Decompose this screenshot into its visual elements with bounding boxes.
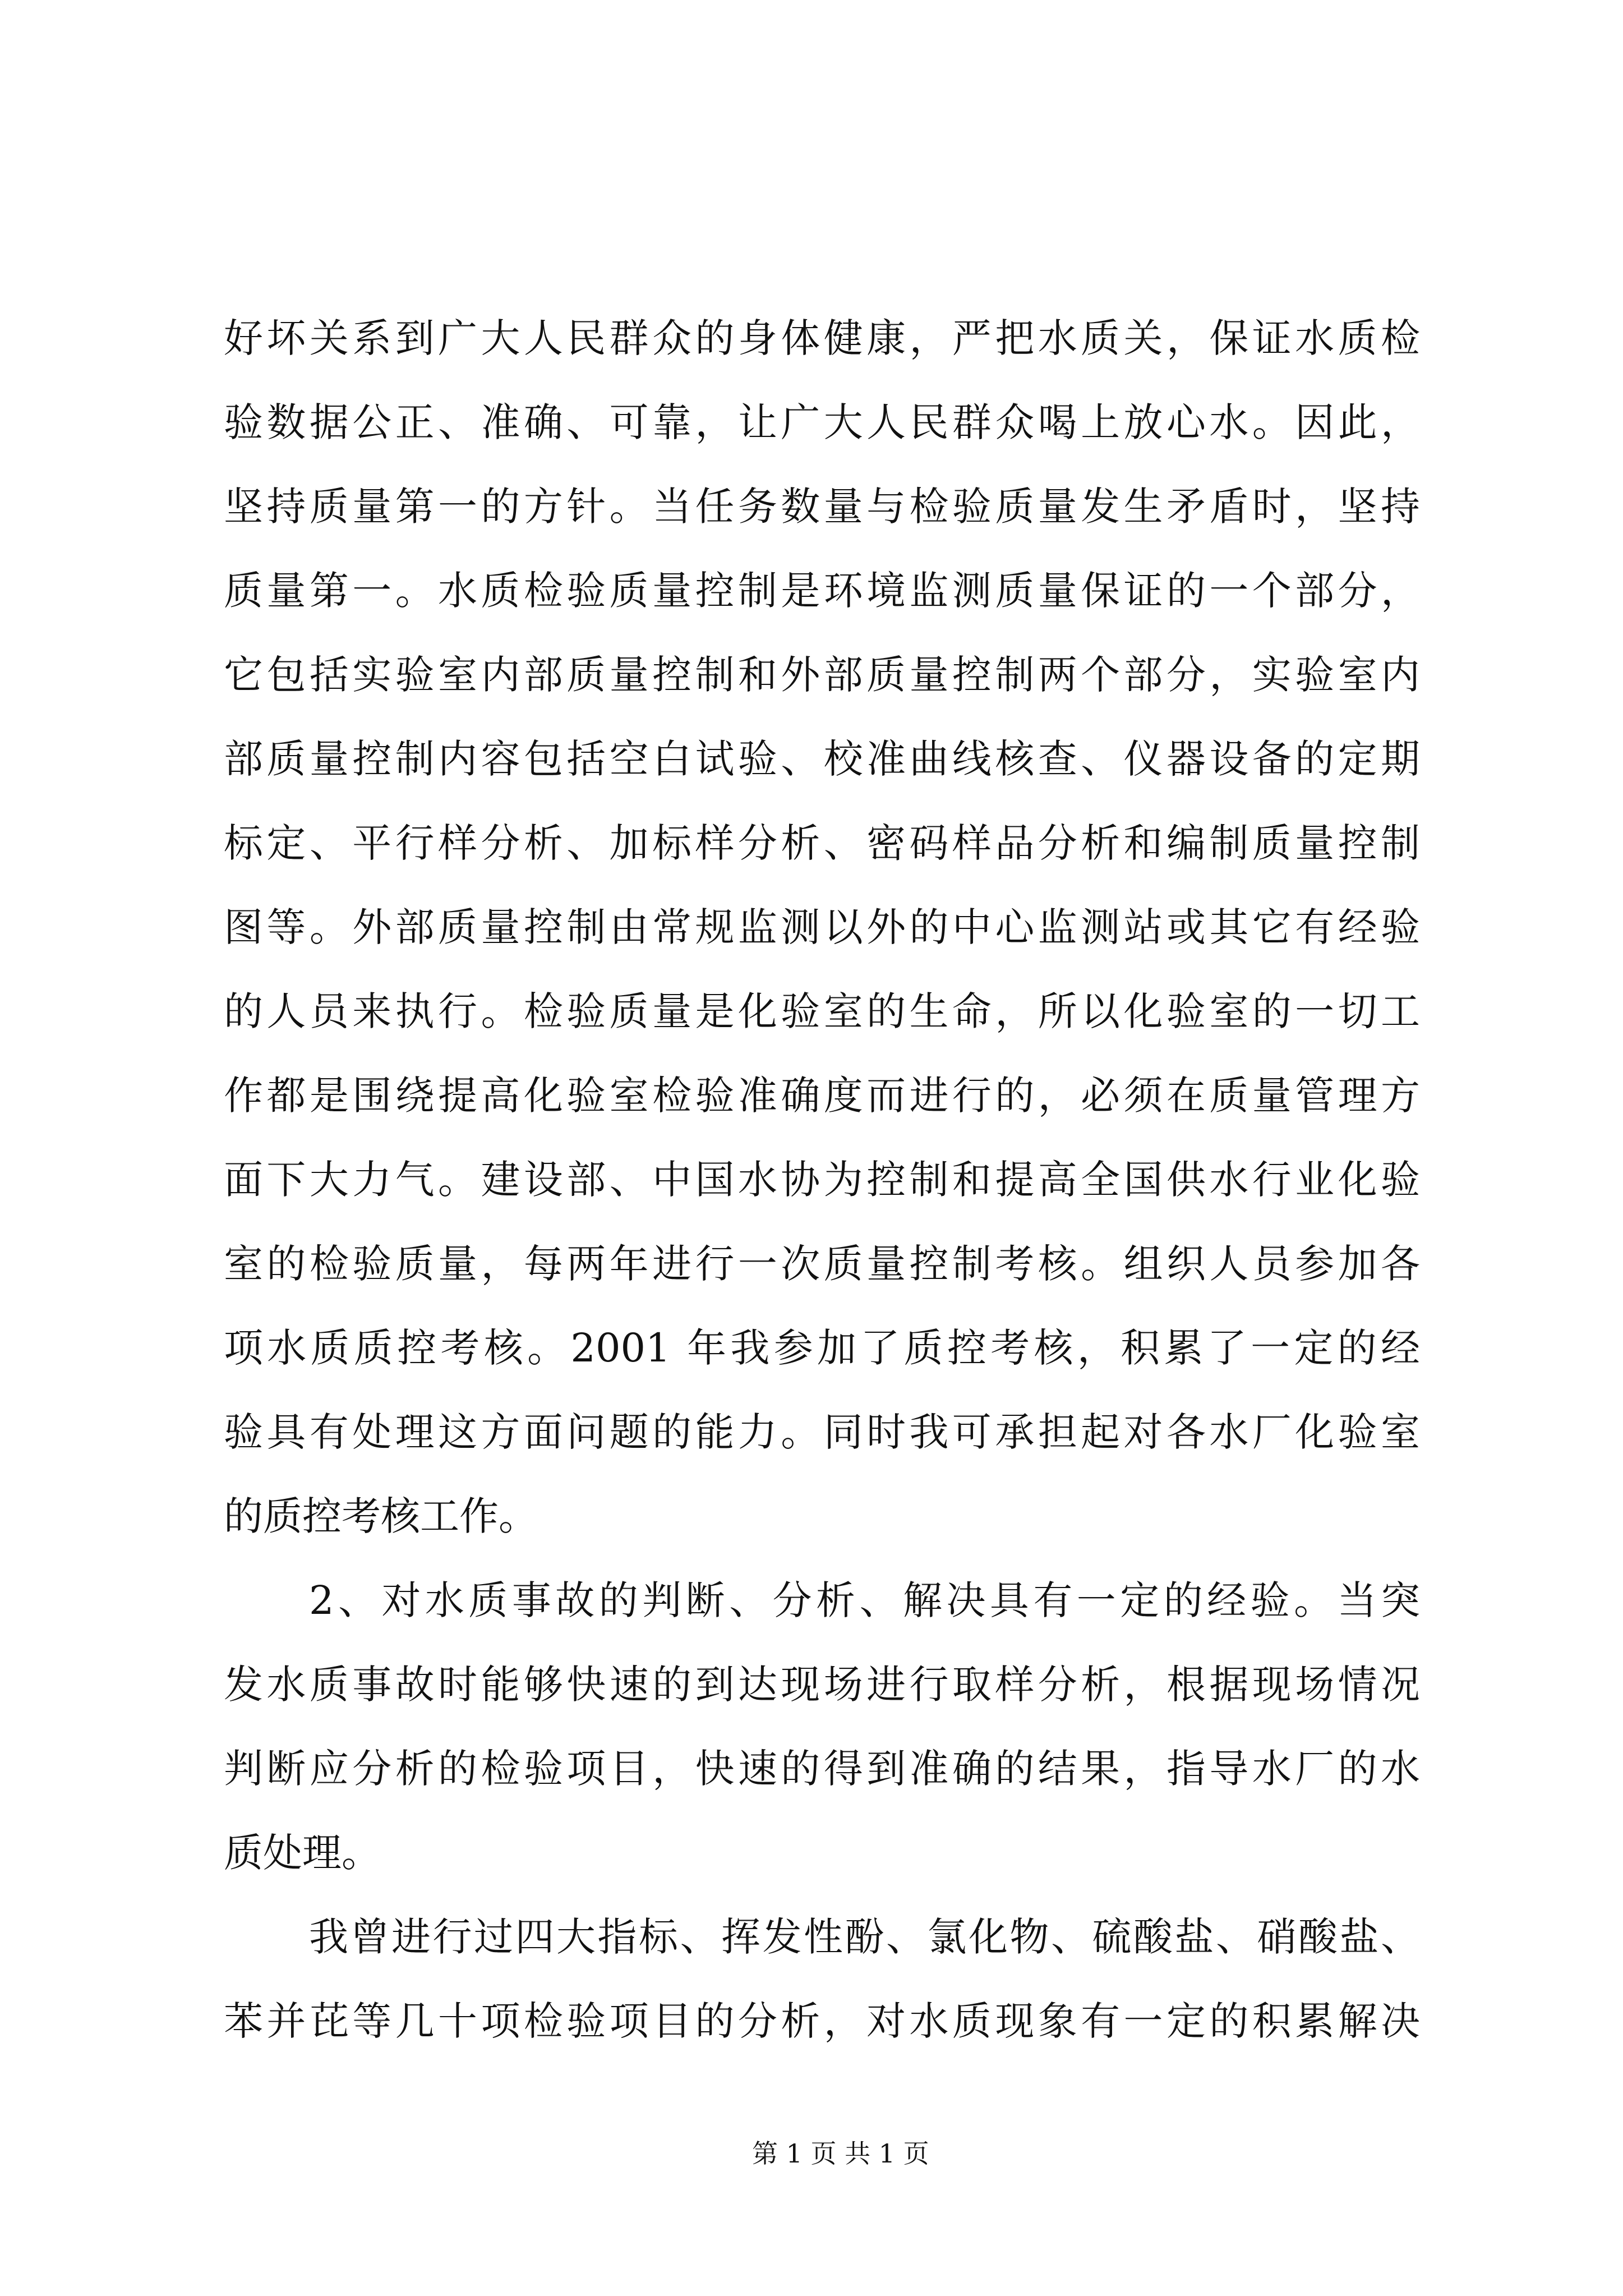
text-line: 项水质质控考核。2001 年我参加了质控考核，积累了一定的经 (224, 1325, 1420, 1371)
text-line: 标定、平行样分析、加标样分析、密码样品分析和编制质量控制 (224, 820, 1420, 866)
text-line: 我曾进行过四大指标、挥发性酚、氯化物、硫酸盐、硝酸盐、 (309, 1914, 1420, 1960)
text-line: 质量第一。水质检验质量控制是环境监测质量保证的一个部分， (224, 568, 1420, 614)
text-line: 室的检验质量，每两年进行一次质量控制考核。组织人员参加各 (224, 1241, 1420, 1287)
text-line: 的人员来执行。检验质量是化验室的生命，所以化验室的一切工 (224, 988, 1420, 1034)
page-number-footer: 第 1 页 共 1 页 (752, 2138, 929, 2169)
text-line: 好坏关系到广大人民群众的身体健康，严把水质关，保证水质检 (224, 315, 1420, 361)
text-line: 发水质事故时能够快速的到达现场进行取样分析，根据现场情况 (224, 1662, 1420, 1708)
text-line: 坚持质量第一的方针。当任务数量与检验质量发生矛盾时，坚持 (224, 484, 1420, 530)
text-line: 部质量控制内容包括空白试验、校准曲线核查、仪器设备的定期 (224, 736, 1420, 782)
text-line: 判断应分析的检验项目，快速的得到准确的结果，指导水厂的水 (224, 1746, 1420, 1792)
text-line: 2、对水质事故的判断、分析、解决具有一定的经验。当突 (309, 1577, 1420, 1623)
text-line: 作都是围绕提高化验室检验准确度而进行的，必须在质量管理方 (224, 1073, 1420, 1119)
text-line: 苯并芘等几十项检验项目的分析，对水质现象有一定的积累解决 (224, 1998, 1420, 2044)
text-line: 验具有处理这方面问题的能力。同时我可承担起对各水厂化验室 (224, 1409, 1420, 1455)
text-line: 的质控考核工作。 (224, 1493, 538, 1539)
text-line: 图等。外部质量控制由常规监测以外的中心监测站或其它有经验 (224, 904, 1420, 950)
text-line: 质处理。 (224, 1830, 381, 1876)
text-line: 面下大力气。建设部、中国水协为控制和提高全国供水行业化验 (224, 1157, 1420, 1203)
text-line: 它包括实验室内部质量控制和外部质量控制两个部分，实验室内 (224, 652, 1420, 698)
text-line: 验数据公正、准确、可靠，让广大人民群众喝上放心水。因此， (224, 399, 1420, 445)
